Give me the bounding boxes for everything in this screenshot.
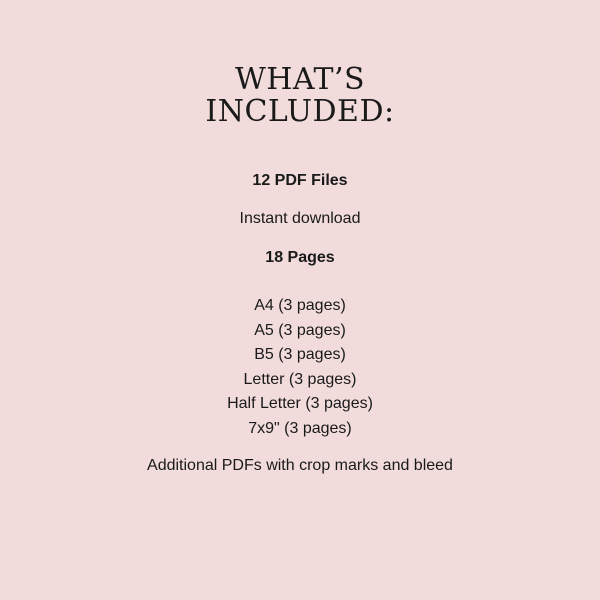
size-item-7x9: 7x9" (3 pages) <box>248 419 352 437</box>
size-item-letter: Letter (3 pages) <box>243 370 357 388</box>
download-note: Instant download <box>239 210 361 227</box>
file-count: 12 PDF Files <box>252 172 348 189</box>
heading-line-2: INCLUDED: <box>205 94 395 129</box>
page-count: 18 Pages <box>265 249 335 266</box>
size-item-a5: A5 (3 pages) <box>254 321 346 339</box>
size-item-a4: A4 (3 pages) <box>254 297 346 314</box>
size-item-half-letter: Half Letter (3 pages) <box>227 395 373 413</box>
additional-note: Additional PDFs with crop marks and bleed <box>147 457 453 474</box>
heading-line-1: WHAT’S <box>234 62 366 97</box>
size-list <box>0 294 600 442</box>
size-item-b5: B5 (3 pages) <box>254 346 346 364</box>
